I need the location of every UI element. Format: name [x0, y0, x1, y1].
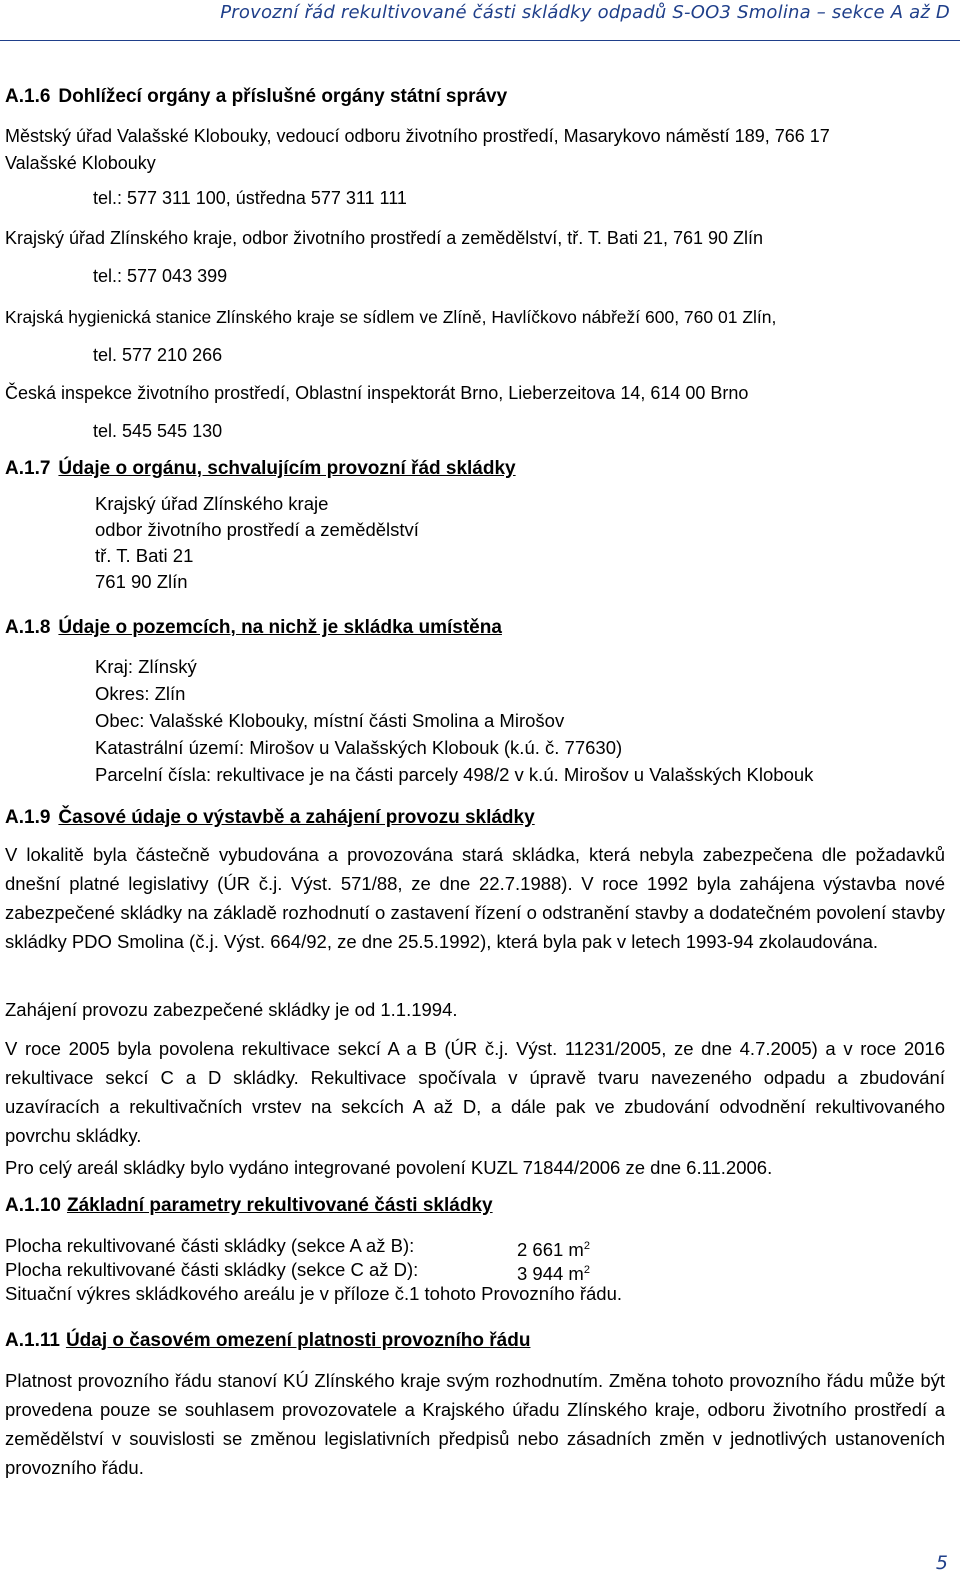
section-title: Údaje o orgánu, schvalujícím provozní řád skládky — [58, 458, 516, 479]
section-heading-a16 — [5, 86, 948, 108]
authority-line: Krajský úřad Zlínského kraje, odbor životního prostředí a zemědělství, tř. T. Bati 21, 761 90 Zlín — [5, 228, 764, 248]
land-line: Obec: Valašské Klobouky, místní části Smolina a Mirošov — [95, 710, 565, 731]
section-number: A.1.9 — [5, 807, 51, 828]
section-number: A.1.8 — [5, 617, 51, 638]
section-title: Údaj o časovém omezení platnosti provozního řádu — [65, 1330, 531, 1351]
authority-line: Valašské Klobouky — [5, 153, 156, 173]
land-line: Parcelní čísla: rekultivace je na části parcely 498/2 v k.ú. Mirošov u Valašských Klobouk — [95, 764, 814, 785]
parameter-value: 3 944 $m^2$ — [517, 1263, 590, 1284]
address-line: odbor životního prostředí a zemědělství — [95, 519, 419, 540]
phone-line: tel. 577 210 266 — [93, 345, 223, 365]
land-line: Katastrální území: Mirošov u Valašských Klobouk (k.ú. č. 77630) — [95, 737, 623, 758]
paragraph: V lokalitě byla částečně vybudována a provozována stará skládka, která nebyla zabezpečena dle požadavků dnešní platné legislativy (ÚR č.j. Výst. 571/88, ze dne 22.7.1988). V roce 1992 byla zahájena výstavba nové zabezpečené skládky na základě rozhodnutí o zastavení řízení o odstranění stavby a dodatečném povolení stavby skládky PDO Smolina (č.j. Výst. 664/92, ze dne 25.5.1992), která byla pak v letech 1993-94 zkolaudována. — [5, 844, 945, 952]
address-line: 761 90 Zlín — [95, 571, 188, 592]
land-line: Kraj: Zlínský — [95, 656, 197, 677]
section-title: Dohlížecí orgány a příslušné orgány státní správy — [58, 86, 508, 107]
section-title: Základní parametry rekultivované části skládky — [66, 1195, 493, 1216]
paragraph: Zahájení provozu zabezpečené skládky je od 1.1.1994. — [5, 999, 458, 1020]
authority-line: Krajská hygienická stanice Zlínského kraje se sídlem ve Zlíně, Havlíčkovo nábřeží 600, 760 01 Zlín, — [5, 307, 777, 327]
approving-authority-address — [95, 491, 948, 595]
parameter-value: 2 661 $m^2$ — [517, 1239, 590, 1260]
paragraph: V roce 2005 byla povolena rekultivace sekcí A a B (ÚR č.j. Výst. 11231/2005, ze dne 4.7.2005) a v roce 2016 rekultivace sekcí C a D skládky. Rekultivace spočívala v úpravě tvaru navezeného odpadu a zbudování uzavíracích a rekultivačních vrstev na sekcích A až D, a dále pak ve zbudování odvodnění rekultivovaného povrchu skládky. — [5, 1038, 945, 1146]
section-number: A.1.6 — [5, 86, 51, 107]
section-heading-a18 — [5, 617, 948, 639]
phone-line: tel.: 577 311 100, ústředna 577 311 111 — [93, 188, 407, 208]
authority-line: Česká inspekce životního prostředí, Oblastní inspektorát Brno, Lieberzeitova 14, 614 00 Brno — [5, 383, 749, 403]
running-header: Provozní řád rekultivované části skládky odpadů S-OO3 Smolina – sekce A až D — [220, 2, 950, 23]
section-heading-a17 — [5, 458, 948, 480]
section-number: A.1.7 — [5, 458, 51, 479]
section-title: Údaje o pozemcích, na nichž je skládka umístěna — [58, 617, 502, 638]
land-details — [95, 653, 948, 788]
section-number: A.1.11 — [5, 1330, 60, 1351]
address-line: Krajský úřad Zlínského kraje — [95, 493, 329, 514]
header-rule — [0, 40, 960, 41]
section-number: A.1.10 — [5, 1195, 61, 1216]
parameter-label: Plocha rekultivované části skládky (sekce C až D): — [5, 1259, 419, 1280]
paragraph: Platnost provozního řádu stanoví KÚ Zlínského kraje svým rozhodnutím. Změna tohoto provozního řádu může být provedena pouze se souhlasem provozovatele a Krajského úřadu Zlínského kraje, odboru životního prostředí a zemědělství v souvislosti se změnou legislativních předpisů nebo zásadních změn v jednotlivých ustanoveních provozního řádu. — [5, 1370, 945, 1478]
address-line: tř. T. Bati 21 — [95, 545, 194, 566]
authority-line: Městský úřad Valašské Klobouky, vedoucí odboru životního prostředí, Masarykovo náměstí 189, 766 17 — [5, 126, 830, 146]
section-heading-a19 — [5, 807, 948, 829]
section-title: Časové údaje o výstavbě a zahájení provozu skládky — [58, 807, 535, 828]
parameter-label: Plocha rekultivované části skládky (sekce A až B): — [5, 1235, 415, 1256]
phone-line: tel.: 577 043 399 — [93, 266, 228, 286]
section-heading-a110 — [5, 1195, 948, 1217]
paragraph: Pro celý areál skládky bylo vydáno integrované povolení KUZL 71844/2006 ze dne 6.11.2006. — [5, 1157, 773, 1178]
land-line: Okres: Zlín — [95, 683, 186, 704]
phone-line: tel. 545 545 130 — [93, 421, 223, 441]
page-number: 5 — [935, 1552, 948, 1574]
section-heading-a111 — [5, 1330, 948, 1352]
